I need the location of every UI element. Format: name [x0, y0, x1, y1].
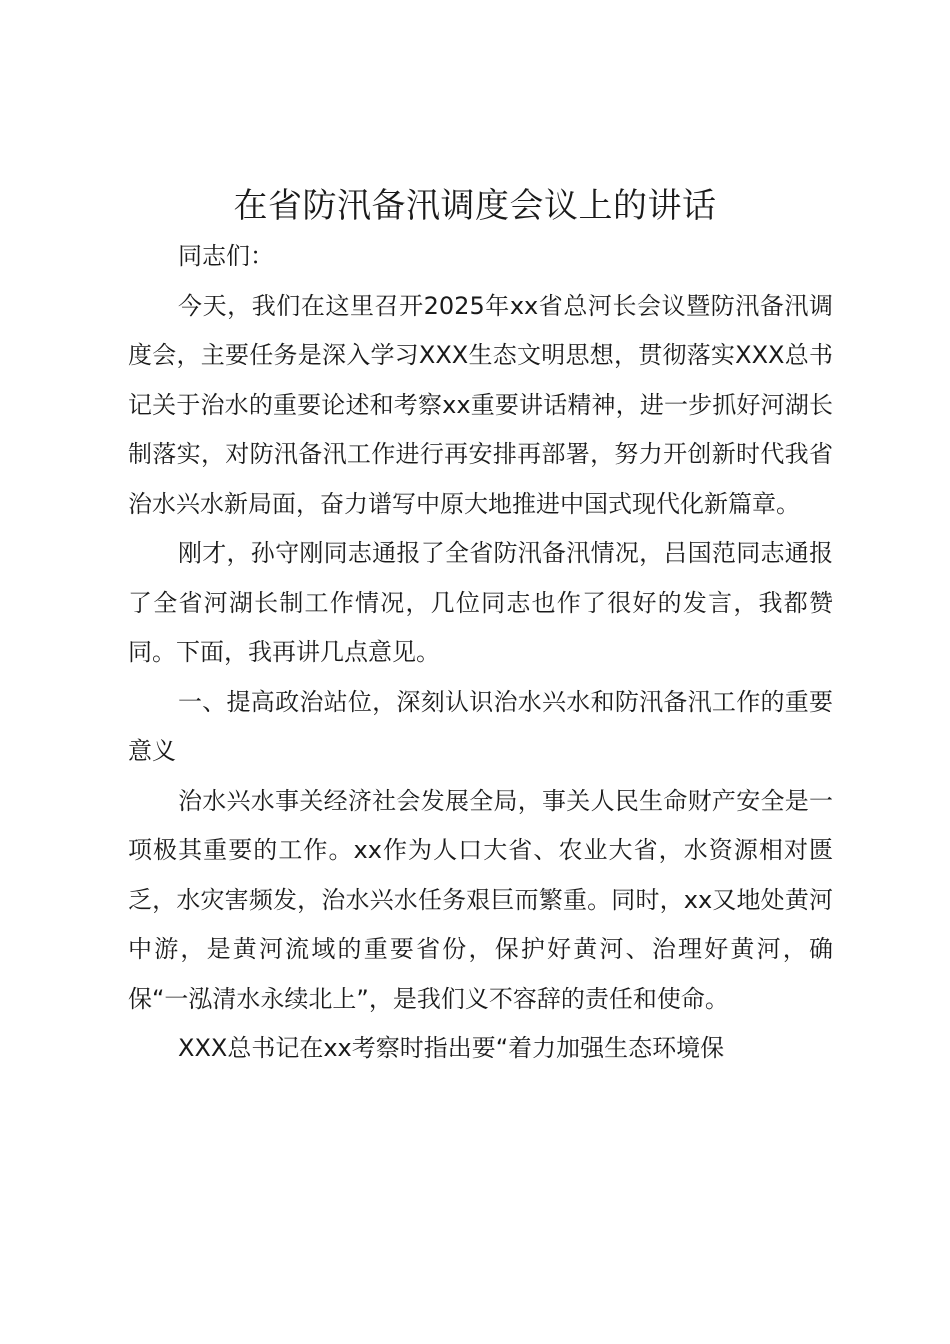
document-title: 在省防汛备汛调度会议上的讲话	[233, 186, 717, 226]
paragraph-significance: 治水兴水事关经济社会发展全局，事关人民生命财产安全是一项极其重要的工作。xx作为人口大省、农业大省，水资源相对匮乏，水灾害频发，治水兴水任务艰巨而繁重。同时，xx又地处黄河中游，是黄河流域的重要省份，保护好黄河、治理好黄河，确保“一泓清水永续北上”，是我们义不容辞的责任和使命。	[128, 786, 833, 1013]
section-heading-one: 一、提高政治站位，深刻认识治水兴水和防汛备汛工作的重要意义	[128, 687, 833, 765]
paragraph-opening: 今天，我们在这里召开2025年xx省总河长会议暨防汛备汛调度会，主要任务是深入学习XXX生态文明思想，贯彻落实XXX总书记关于治水的重要论述和考察xx重要讲话精神，进一步抓好河湖长制落实，对防汛备汛工作进行再安排再部署，努力开创新时代我省治水兴水新局面，奋力谱写中原大地推进中国式现代化新篇章。	[128, 291, 833, 518]
paragraph-instructions: XXX总书记在xx考察时指出要“着力加强生态环境保	[178, 1034, 725, 1062]
paragraph-reports: 刚才，孙守刚同志通报了全省防汛备汛情况，吕国范同志通报了全省河湖长制工作情况，几位同志也作了很好的发言，我都赞同。下面，我再讲几点意见。	[128, 539, 833, 666]
salutation: 同志们：	[178, 242, 274, 270]
document-body	[128, 232, 833, 1074]
